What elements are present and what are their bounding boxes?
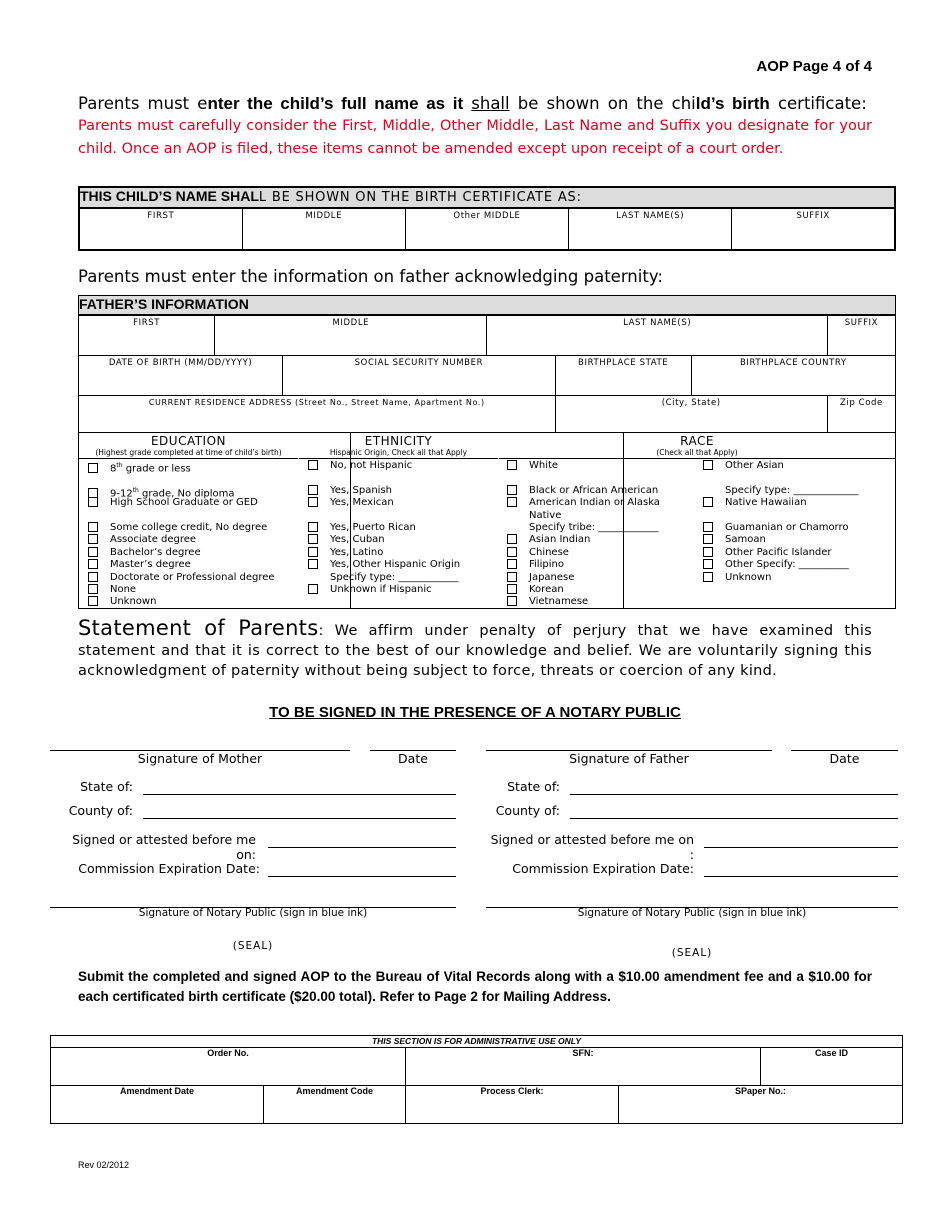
list-item[interactable]: Unknown	[88, 596, 275, 608]
statement-of-parents: Statement of Parents: We affirm under penalty of perjury that we have examined this statement and that it is correct to the best of our knowledge and belief. We are voluntarily signing this acknowledgment of paternity without being subject to force, threats or coercion of any kind.	[78, 616, 873, 679]
child-first-field[interactable]: FIRST	[79, 208, 242, 250]
father-zip-field[interactable]: Zip Code	[827, 395, 895, 432]
mother-signed-date-field[interactable]	[268, 847, 456, 848]
father-commission-field[interactable]	[704, 876, 898, 877]
list-item[interactable]: Japanese	[507, 572, 660, 584]
race-header: RACE (Check all that Apply)	[499, 434, 895, 459]
checkbox[interactable]	[507, 572, 517, 582]
checkbox[interactable]	[308, 497, 318, 507]
child-last-name-field[interactable]: LAST NAME(S)	[569, 208, 732, 250]
checkbox[interactable]	[88, 584, 98, 594]
mother-state-label: State of:	[80, 779, 133, 794]
mother-date-label: Date	[398, 751, 428, 766]
race-options-left: White Black or African American American Indian or Alaska Native Specify tribe: ____________ Asian Indian Chinese Filipino Japanese Korean Vietnamese	[507, 460, 660, 609]
child-name-table	[78, 186, 896, 251]
father-county-field[interactable]	[570, 818, 898, 819]
checkbox[interactable]	[88, 463, 98, 473]
checkbox[interactable]	[88, 534, 98, 544]
ethnicity-options	[308, 460, 460, 596]
father-city-state-field[interactable]: (City, State)	[555, 395, 827, 432]
admin-table	[50, 1035, 903, 1124]
mother-county-field[interactable]	[143, 818, 456, 819]
list-item[interactable]: No, not Hispanic	[308, 460, 460, 472]
father-signed-date-field[interactable]	[704, 847, 898, 848]
checkbox[interactable]	[703, 497, 713, 507]
father-suffix-field[interactable]: SUFFIX	[827, 315, 895, 355]
race-tribe-field[interactable]: Specify tribe: ____________	[529, 521, 659, 533]
father-state-label: State of:	[507, 779, 560, 794]
checkbox[interactable]	[703, 547, 713, 557]
admin-order-no-field[interactable]: Order No.	[51, 1048, 406, 1086]
checkbox[interactable]	[703, 534, 713, 544]
list-item[interactable]: Associate degree	[88, 534, 275, 546]
checkbox[interactable]	[308, 460, 318, 470]
father-seal-label: (SEAL)	[671, 947, 713, 959]
father-state-field[interactable]	[570, 794, 898, 795]
admin-case-id-field[interactable]: Case ID	[761, 1048, 903, 1086]
checkbox[interactable]	[88, 572, 98, 582]
checkbox[interactable]	[507, 584, 517, 594]
admin-amendment-code-field[interactable]: Amendment Code	[264, 1086, 406, 1124]
race-asian-specify-field[interactable]: Specify type: _____________	[725, 484, 859, 496]
father-last-name-field[interactable]: LAST NAME(S)	[487, 315, 827, 355]
father-middle-field[interactable]: MIDDLE	[215, 315, 487, 355]
notary-heading: TO BE SIGNED IN THE PRESENCE OF A NOTARY PUBLIC	[269, 704, 681, 721]
mother-notary-signature-label: Signature of Notary Public (sign in blue ink)	[138, 907, 368, 919]
page-header: AOP Page 4 of 4	[756, 58, 872, 75]
mother-seal-label: (SEAL)	[232, 940, 274, 952]
list-item[interactable]: Yes, Spanish	[308, 485, 460, 497]
checkbox[interactable]	[507, 534, 517, 544]
father-signature-label: Signature of Father	[569, 751, 689, 766]
checkbox[interactable]	[308, 485, 318, 495]
mother-commission-field[interactable]	[268, 876, 456, 877]
mother-commission-label: Commission Expiration Date:	[78, 861, 260, 876]
list-item[interactable]: Unknown if Hispanic	[308, 584, 460, 596]
list-item[interactable]: Yes, Latino	[308, 547, 460, 559]
checkbox[interactable]	[703, 460, 713, 470]
list-item[interactable]: Other Asian	[703, 460, 858, 472]
father-first-field[interactable]: FIRST	[79, 315, 215, 355]
checkbox[interactable]	[88, 497, 98, 507]
father-county-label: County of:	[495, 803, 560, 818]
mother-county-label: County of:	[68, 803, 133, 818]
checkbox[interactable]	[88, 522, 98, 532]
submit-instructions: Submit the completed and signed AOP to the Bureau of Vital Records along with a $10.00 amendment fee and a $10.00 for each certificated birth certificate ($20.00 total). Refer to Page 2 for Mailing Address.	[78, 969, 872, 1004]
father-birthplace-state-field[interactable]: BIRTHPLACE STATE	[555, 355, 691, 395]
checkbox[interactable]	[507, 485, 517, 495]
father-ssn-field[interactable]: SOCIAL SECURITY NUMBER	[283, 355, 555, 395]
list-item[interactable]: Yes, Cuban	[308, 534, 460, 546]
list-item[interactable]: American Indian or Alaska	[507, 497, 660, 509]
list-item[interactable]: 8th grade or less	[88, 460, 275, 472]
list-item[interactable]: Native Hawaiian	[703, 497, 858, 509]
list-item[interactable]: Black or African American	[507, 485, 660, 497]
list-item[interactable]: Samoan	[703, 534, 858, 546]
list-item[interactable]: Unknown	[703, 572, 858, 584]
admin-spaper-field[interactable]: SPaper No.:	[619, 1086, 903, 1124]
revision-label: Rev 02/2012	[78, 1160, 130, 1170]
child-name-title: THIS CHILD’S NAME SHALL BE SHOWN ON THE BIRTH CERTIFICATE AS:	[79, 187, 895, 208]
checkbox[interactable]	[88, 559, 98, 569]
list-item[interactable]: Other Pacific Islander	[703, 547, 858, 559]
admin-sfn-field[interactable]: SFN:	[406, 1048, 761, 1086]
child-middle-field[interactable]: MIDDLE	[242, 208, 405, 250]
checkbox[interactable]	[507, 559, 517, 569]
list-item[interactable]: Filipino	[507, 559, 660, 571]
checkbox[interactable]	[703, 572, 713, 582]
checkbox[interactable]	[88, 596, 98, 606]
father-dob-field[interactable]: DATE OF BIRTH (MM/DD/YYYY)	[79, 355, 283, 395]
father-address-field[interactable]: CURRENT RESIDENCE ADDRESS (Street No., Street Name, Apartment No.)	[79, 395, 556, 432]
list-item[interactable]: Asian Indian	[507, 534, 660, 546]
checkbox[interactable]	[308, 559, 318, 569]
list-item[interactable]: Korean	[507, 584, 660, 596]
intro-paragraph: Parents must enter the child’s full name as it shall be shown on the child’s birth certificate: Parents must carefully consider the First, Middle, Other Middle, Last Name and Suffix you designate for your child. Once an AOP is filed, these items cannot be amended except upon receipt of a court order.	[78, 94, 872, 157]
checkbox[interactable]	[507, 460, 517, 470]
father-commission-label: Commission Expiration Date:	[512, 861, 694, 876]
mother-signature-label: Signature of Mother	[137, 751, 263, 766]
admin-process-clerk-field[interactable]: Process Clerk:	[406, 1086, 619, 1124]
list-item[interactable]: Some college credit, No degree	[88, 522, 275, 534]
list-item[interactable]: Yes, Other Hispanic Origin	[308, 559, 460, 571]
father-signed-label: Signed or attested before me on :	[490, 832, 694, 862]
child-other-middle-field[interactable]: Other MIDDLE	[405, 208, 568, 250]
checkbox[interactable]	[507, 547, 517, 557]
list-item[interactable]: White	[507, 460, 660, 472]
list-item[interactable]: 9-12th grade, No diploma	[88, 485, 275, 497]
race-options-right	[703, 460, 858, 584]
list-item[interactable]: Bachelor’s degree	[88, 547, 275, 559]
list-item[interactable]: Vietnamese	[507, 596, 660, 608]
checkbox[interactable]	[88, 547, 98, 557]
list-item[interactable]: Yes, Puerto Rican	[308, 522, 460, 534]
checkbox[interactable]	[308, 534, 318, 544]
list-item[interactable]: High School Graduate or GED	[88, 497, 275, 509]
checkbox[interactable]	[308, 522, 318, 532]
education-options	[88, 460, 275, 609]
checkbox[interactable]	[308, 584, 318, 594]
father-date-label: Date	[829, 751, 860, 766]
checkbox[interactable]	[507, 497, 517, 507]
father-info-title: FATHER’S INFORMATION	[79, 296, 896, 316]
ethnicity-header: ETHNICITY Hispanic Origin, Check all that Apply	[299, 434, 498, 459]
list-item[interactable]: Guamanian or Chamorro	[703, 522, 858, 534]
ethnicity-specify-field[interactable]: Specify type: ____________	[330, 571, 459, 583]
checkbox[interactable]	[703, 559, 713, 569]
list-item[interactable]: Other Specify: __________	[703, 559, 858, 571]
father-heading: Parents must enter the information on father acknowledging paternity:	[78, 267, 663, 286]
checkbox[interactable]	[308, 547, 318, 557]
mother-signed-label: Signed or attested before me on:	[72, 832, 256, 862]
intro-warning: Parents must carefully consider the First, Middle, Other Middle, Last Name and Suffix you designate for your child. Once an AOP is filed, these items cannot be amended except upon receipt of a court order.	[78, 118, 872, 157]
admin-title: THIS SECTION IS FOR ADMINISTRATIVE USE ONLY	[51, 1036, 903, 1048]
list-item[interactable]: None	[88, 584, 275, 596]
checkbox[interactable]	[703, 522, 713, 532]
list-item[interactable]: Chinese	[507, 547, 660, 559]
list-item[interactable]: Master’s degree	[88, 559, 275, 571]
father-notary-signature-label: Signature of Notary Public (sign in blue ink)	[577, 907, 807, 919]
father-birthplace-country-field[interactable]: BIRTHPLACE COUNTRY	[691, 355, 895, 395]
education-header: EDUCATION (Highest grade completed at time of child’s birth)	[79, 434, 298, 459]
list-item[interactable]: Yes, Mexican	[308, 497, 460, 509]
admin-amendment-date-field[interactable]: Amendment Date	[51, 1086, 264, 1124]
list-item[interactable]: Doctorate or Professional degree	[88, 572, 275, 584]
mother-state-field[interactable]	[143, 794, 456, 795]
checkbox[interactable]	[507, 596, 517, 606]
child-suffix-field[interactable]: SUFFIX	[732, 208, 895, 250]
